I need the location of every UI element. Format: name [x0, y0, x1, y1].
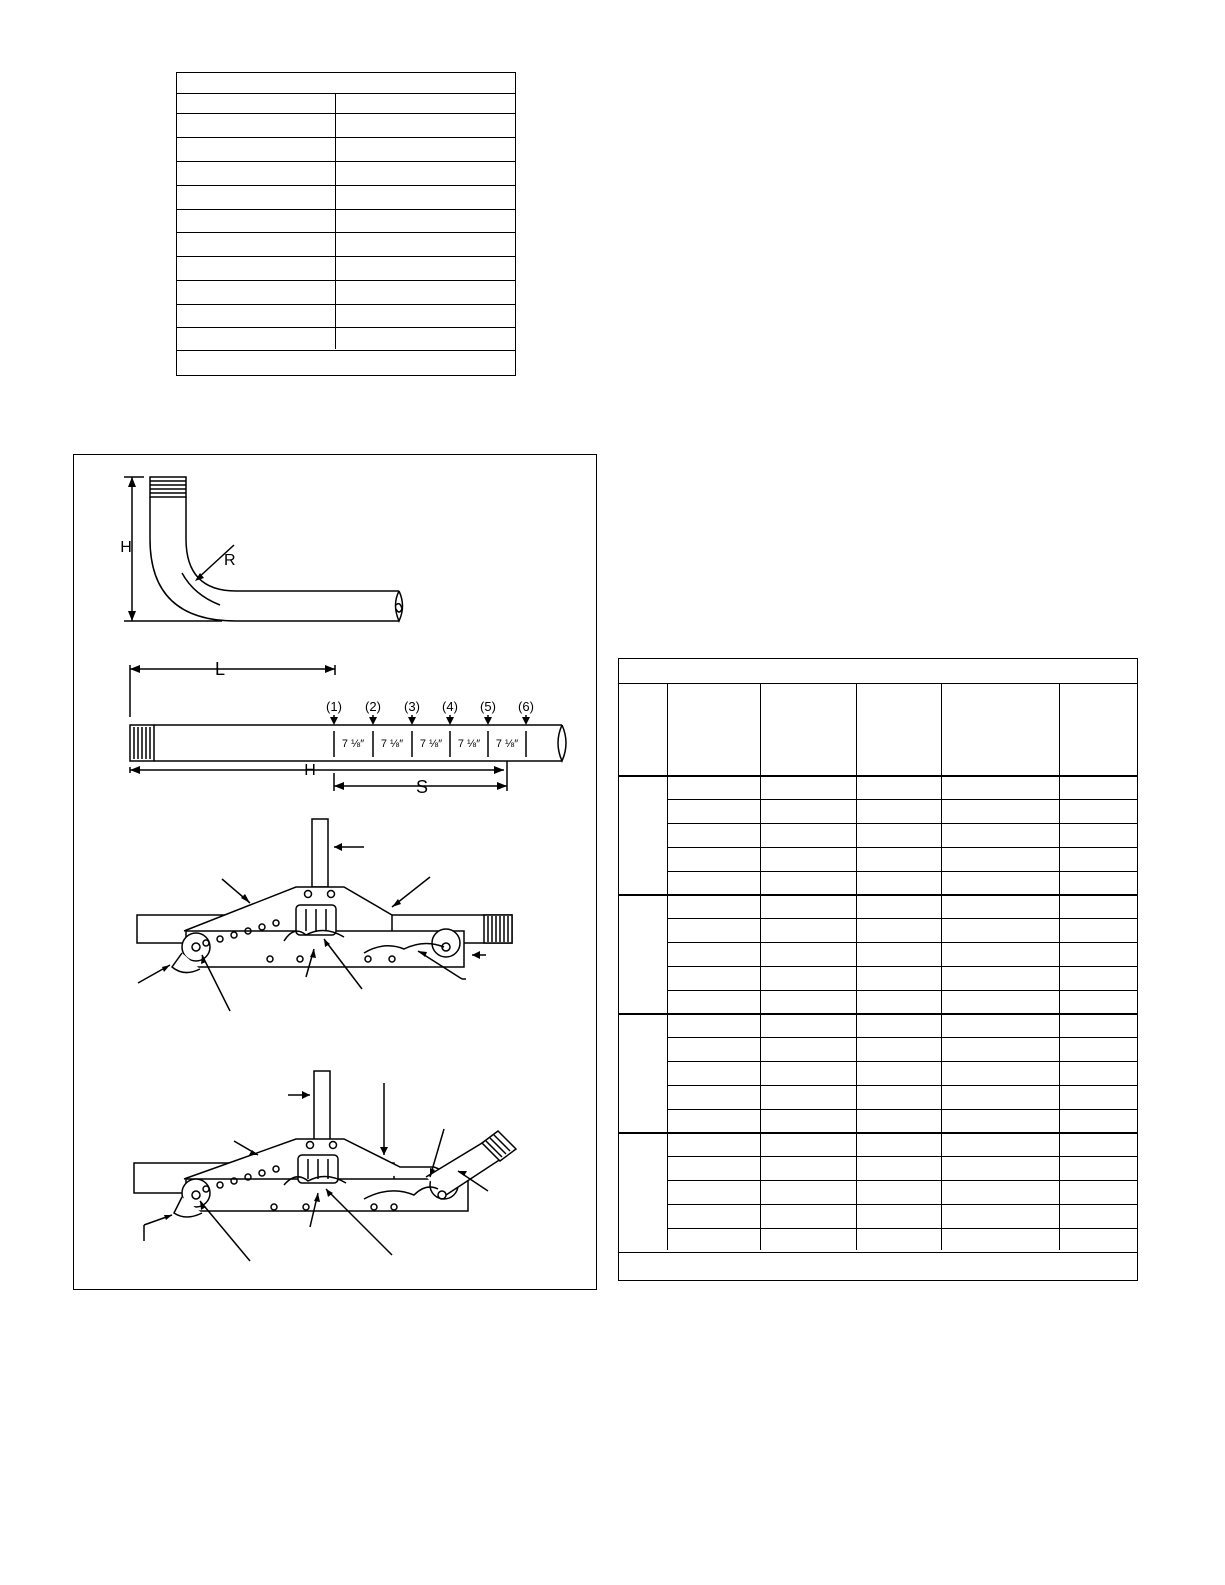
segment-3-label: 7 ⅛″ — [419, 738, 443, 750]
bender-figure — [73, 454, 597, 1290]
mark-4-label: (4) — [442, 699, 458, 714]
segment-1-label: 7 ⅛″ — [341, 738, 365, 750]
layout-spacing-label: S — [415, 777, 429, 797]
bender-diagram-1 — [137, 819, 512, 1011]
bend-height-label: H — [120, 539, 132, 556]
spec-table-top — [176, 72, 516, 376]
segment-5-label: 7 ⅛″ — [495, 738, 519, 750]
mark-3-label: (3) — [404, 699, 420, 714]
bend-diagram — [124, 477, 403, 621]
spec-table-right — [618, 658, 1138, 1281]
segment-4-label: 7 ⅛″ — [457, 738, 481, 750]
bend-radius-label: R — [224, 552, 236, 569]
bender-illustration — [74, 455, 598, 1291]
mark-6-label: (6) — [518, 699, 534, 714]
bender-diagram-2 — [134, 1071, 516, 1261]
layout-diagram — [130, 665, 566, 791]
layout-height-label: H — [304, 762, 316, 779]
mark-5-label: (5) — [480, 699, 496, 714]
mark-1-label: (1) — [326, 699, 342, 714]
layout-length-label: L — [214, 659, 226, 679]
segment-2-label: 7 ⅛″ — [380, 738, 404, 750]
mark-2-label: (2) — [365, 699, 381, 714]
